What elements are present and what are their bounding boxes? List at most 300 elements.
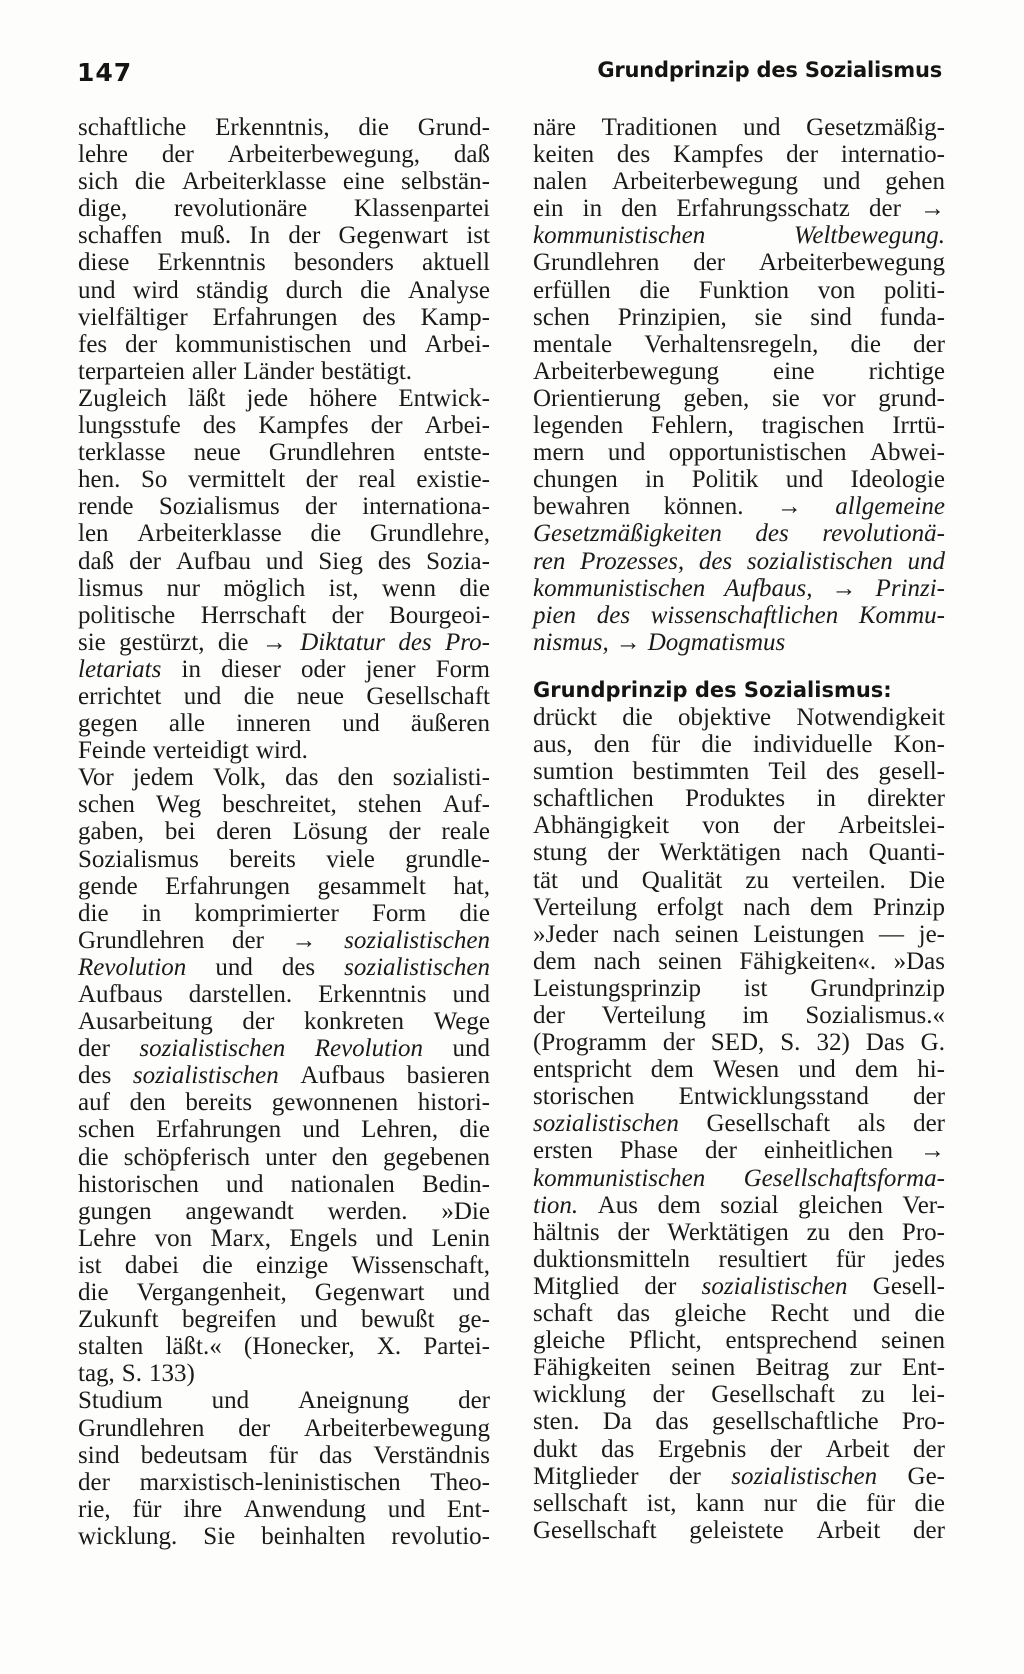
- word: gegen: [78, 710, 138, 738]
- word: gestürzt,: [119, 628, 205, 656]
- word: Sozialismus: [78, 845, 199, 873]
- word: der: [231, 926, 264, 954]
- word: verteilen.: [792, 866, 886, 894]
- text-line: [78, 331, 490, 358]
- word: als: [857, 1110, 886, 1138]
- word: nach: [593, 947, 641, 975]
- word: für: [132, 1495, 162, 1523]
- word: Werktätigen: [667, 1218, 789, 1246]
- word: für: [866, 1489, 896, 1517]
- word: terklasse: [78, 439, 166, 467]
- word: Kon-: [893, 731, 945, 759]
- word: schaftliche: [78, 114, 187, 141]
- word: sich: [78, 168, 119, 196]
- word: Mitglied: [533, 1272, 620, 1300]
- word: ist,: [646, 1489, 677, 1517]
- word: marxistisch-leninistischen: [139, 1468, 401, 1496]
- word: angewandt: [185, 1197, 294, 1225]
- text-line: [533, 948, 945, 975]
- word: real: [358, 466, 396, 494]
- text-line: [78, 575, 490, 602]
- text-line: [533, 412, 945, 439]
- word: Studium: [78, 1387, 163, 1415]
- word: Klassenpartei: [353, 195, 490, 223]
- word: duktionsmitteln: [533, 1245, 690, 1273]
- word: des: [202, 412, 237, 440]
- word: Verständnis: [373, 1441, 490, 1469]
- word: Ent-: [446, 1495, 490, 1523]
- word: möglich: [223, 574, 306, 602]
- word: Vor: [78, 764, 114, 792]
- word: einheitlichen: [763, 1137, 893, 1165]
- word: terparteien: [78, 357, 185, 385]
- text-line: [78, 114, 490, 141]
- word: Aufbaus: [78, 981, 163, 1008]
- word: der: [288, 222, 321, 250]
- text-line: [533, 141, 945, 168]
- word: inneren: [236, 710, 312, 738]
- word: Sozialismus.«: [805, 1002, 945, 1029]
- word: in: [141, 899, 162, 927]
- word: hen.: [78, 466, 121, 494]
- word: die: [850, 330, 882, 358]
- word: und: [607, 439, 646, 467]
- word: Abhängigkeit: [533, 812, 670, 840]
- word: mern: [533, 439, 585, 467]
- word: verteidigt: [153, 737, 249, 765]
- word: gegebenen: [383, 1143, 490, 1171]
- text-line: [78, 1225, 490, 1252]
- text-line: [78, 168, 490, 195]
- word: Quanti-: [868, 839, 945, 867]
- text-line: [78, 1469, 490, 1496]
- text-line: [533, 629, 945, 656]
- word: gende: [78, 872, 138, 900]
- word: der: [388, 818, 421, 846]
- word: aller: [191, 357, 237, 385]
- word: Gesellschaft: [533, 1516, 657, 1544]
- word: der: [305, 466, 338, 494]
- word: hältnis: [533, 1218, 600, 1246]
- text-line: [78, 493, 490, 520]
- word: die: [358, 114, 389, 141]
- word: reale: [441, 818, 490, 846]
- word: hat,: [453, 872, 490, 900]
- word: und: [302, 1116, 340, 1144]
- word: beschreitet,: [222, 791, 337, 819]
- word: einzige: [256, 1251, 329, 1279]
- text-line: [533, 1381, 945, 1408]
- word: revolutionä-: [822, 520, 945, 548]
- word: tät: [533, 866, 558, 894]
- word: storischen: [533, 1083, 635, 1111]
- word: Anwendung: [243, 1495, 366, 1523]
- text-line: [78, 249, 490, 276]
- word: →: [615, 628, 641, 656]
- word: für: [835, 1245, 866, 1273]
- word: Prozesses,: [580, 547, 685, 575]
- word: →: [291, 926, 317, 954]
- word: dem: [657, 1191, 701, 1219]
- word: wird: [132, 276, 179, 304]
- word: Vergangenheit,: [136, 1279, 287, 1307]
- word: alle: [168, 710, 205, 738]
- word: muß.: [180, 222, 232, 250]
- word: lehre: [78, 141, 128, 169]
- word: tag,: [78, 1360, 115, 1388]
- word: ist: [466, 222, 490, 250]
- word: Theo-: [430, 1468, 490, 1496]
- text-line: [533, 1463, 945, 1490]
- text-line: [78, 358, 490, 385]
- word: politi-: [883, 276, 945, 304]
- word: auf: [78, 1089, 110, 1117]
- word: dukt: [533, 1435, 578, 1463]
- word: grundle-: [405, 845, 490, 873]
- word: begreifen: [182, 1306, 277, 1334]
- text-line: [78, 466, 490, 493]
- text-line: [533, 1002, 945, 1029]
- word: konkreten: [304, 1008, 404, 1036]
- word: und: [907, 547, 945, 575]
- text-line: [533, 222, 945, 249]
- text-line: [533, 195, 945, 222]
- text-line: [78, 846, 490, 873]
- word: des: [78, 1062, 112, 1090]
- text-line: [533, 520, 945, 547]
- word: Fähigkeiten: [533, 1354, 652, 1382]
- word: seinen: [674, 920, 739, 948]
- word: Pro-: [445, 628, 490, 656]
- word: der: [913, 1516, 945, 1544]
- word: Gesetzmäßigkeiten: [533, 520, 722, 548]
- word: gesammelt: [317, 872, 426, 900]
- word: sind: [78, 1441, 120, 1469]
- word: zu: [745, 866, 769, 894]
- word: Pflicht,: [628, 1327, 702, 1355]
- text-line: [78, 954, 490, 981]
- word: historischen: [78, 1170, 199, 1198]
- word: Gegenwart: [314, 1279, 425, 1307]
- word: dabei: [124, 1251, 179, 1279]
- word: Form: [435, 655, 490, 683]
- word: entste-: [423, 439, 490, 467]
- word: geben,: [683, 384, 750, 412]
- word: und: [225, 1170, 264, 1198]
- text-line: [533, 1219, 945, 1246]
- left-column: [78, 114, 490, 1550]
- word: richtige: [868, 357, 945, 385]
- word: für: [651, 731, 681, 759]
- word: seinen: [671, 1354, 736, 1382]
- word: und: [452, 1279, 490, 1307]
- word: Ausarbeitung: [78, 1008, 213, 1036]
- word: den: [331, 1143, 368, 1171]
- text-line: [533, 867, 945, 894]
- text-line: [533, 114, 945, 141]
- word: vielfältiger: [78, 303, 188, 331]
- word: des: [596, 601, 631, 629]
- word: pien: [533, 601, 577, 629]
- word: Verteilung: [533, 893, 638, 921]
- word: die: [622, 703, 653, 731]
- word: len: [78, 520, 109, 548]
- word: von: [154, 1224, 193, 1252]
- word: bei: [164, 818, 196, 846]
- text-line: [533, 1273, 945, 1300]
- word: lungsstufe: [78, 412, 181, 440]
- word: Leistungsprinzip: [533, 974, 702, 1002]
- text-line: [533, 1137, 945, 1164]
- word: Gesellschaft: [711, 1381, 835, 1409]
- word: sozialistischen: [344, 953, 490, 981]
- word: des: [825, 758, 860, 786]
- text-line: [533, 731, 945, 758]
- word: der: [786, 141, 819, 169]
- word: Mitglieder: [533, 1462, 639, 1490]
- word: Arbeiterbewegung: [303, 1414, 490, 1442]
- word: Analyse: [408, 276, 490, 304]
- word: schen: [78, 1116, 135, 1144]
- word: und: [215, 953, 253, 981]
- word: viele: [326, 845, 375, 873]
- word: den: [593, 731, 630, 759]
- word: dem: [650, 1056, 694, 1084]
- word: Traditionen: [601, 114, 718, 141]
- word: Erkenntnis: [318, 981, 427, 1008]
- word: Gesellschaft: [706, 1110, 831, 1138]
- word: chungen: [533, 466, 618, 494]
- word: S.: [780, 1029, 801, 1057]
- word: eine: [342, 168, 385, 196]
- word: kann: [695, 1489, 745, 1517]
- word: gleiche: [674, 1300, 747, 1328]
- word: selbstän-: [401, 168, 490, 196]
- word: und: [211, 1387, 250, 1415]
- text-line: [533, 1327, 945, 1354]
- word: die: [816, 1489, 847, 1517]
- text-line: [78, 141, 490, 168]
- word: legenden: [533, 412, 624, 440]
- word: Sieg: [318, 547, 363, 575]
- word: die: [639, 276, 670, 304]
- word: Pro-: [901, 1218, 945, 1246]
- word: der: [913, 1083, 945, 1111]
- word: Produktes: [685, 785, 786, 813]
- word: sie: [771, 384, 800, 412]
- word: den: [848, 1218, 885, 1246]
- text-line: [533, 758, 945, 785]
- word: Gegenwart: [338, 222, 449, 250]
- word: von: [817, 276, 856, 304]
- running-head: Grundprinzip des Sozialismus: [597, 58, 942, 82]
- word: vermittelt: [187, 466, 286, 494]
- word: der: [868, 195, 901, 223]
- text-line: [533, 839, 945, 866]
- word: oder: [301, 655, 346, 683]
- word: Arbeiterklasse: [137, 520, 282, 548]
- word: Partei-: [423, 1333, 490, 1361]
- word: kommunistischen: [533, 574, 706, 602]
- word: zu: [861, 1381, 886, 1409]
- text-line: [78, 629, 490, 656]
- text-line: [533, 358, 945, 385]
- text-line: [78, 873, 490, 900]
- word: der: [78, 1035, 110, 1063]
- word: Kampfes: [673, 141, 764, 169]
- word: durch: [285, 276, 343, 304]
- word: Da: [602, 1408, 633, 1436]
- word: nach: [612, 920, 661, 948]
- word: stehen: [357, 791, 422, 819]
- word: objektive: [678, 703, 772, 731]
- word: jede: [246, 384, 289, 412]
- word: individuelle: [753, 731, 873, 759]
- word: der: [533, 1002, 565, 1029]
- word: eine: [773, 357, 815, 385]
- word: sozialistischen: [731, 1462, 878, 1490]
- word: zu: [806, 1218, 831, 1246]
- word: Arbeiterbewegung,: [227, 141, 420, 169]
- text-line: [78, 520, 490, 547]
- word: in: [181, 655, 201, 683]
- word: und: [387, 1495, 426, 1523]
- word: mentale: [533, 330, 613, 358]
- text-line: [78, 1415, 490, 1442]
- word: gleichen: [798, 1191, 883, 1219]
- word: und: [369, 330, 407, 358]
- word: rie,: [78, 1495, 111, 1523]
- word: läßt: [187, 384, 226, 412]
- word: in: [645, 466, 665, 494]
- word: dem: [810, 893, 854, 921]
- word: der: [370, 412, 403, 440]
- text-line: [78, 1442, 490, 1469]
- text-line: [78, 1496, 490, 1523]
- text-line: [78, 548, 490, 575]
- word: Phase: [619, 1137, 678, 1165]
- entry-body: [533, 704, 945, 1544]
- word: G.: [920, 1029, 945, 1057]
- text-line: [78, 1279, 490, 1306]
- word: bedeutsam: [140, 1441, 248, 1469]
- word: resultiert: [718, 1245, 808, 1273]
- word: Ent-: [901, 1354, 945, 1382]
- word: Arbei-: [424, 330, 490, 358]
- text-line: [78, 737, 490, 764]
- word: Wissenschaft,: [351, 1251, 490, 1279]
- word: der: [125, 330, 158, 358]
- word: des: [362, 303, 396, 331]
- word: des: [398, 628, 432, 656]
- word: Abwei-: [870, 439, 945, 467]
- word: schaffen: [78, 222, 163, 250]
- text-line: [533, 921, 945, 948]
- word: erfolgt: [656, 893, 724, 921]
- word: Weg: [155, 791, 202, 819]
- word: der: [913, 1110, 945, 1138]
- word: bereits: [185, 1089, 253, 1117]
- text-line: [533, 1029, 945, 1056]
- word: Gesetzmäßig-: [806, 114, 945, 141]
- word: Aus: [597, 1191, 639, 1219]
- word: Volk,: [212, 764, 267, 792]
- word: rende: [78, 493, 134, 521]
- word: höhere: [309, 384, 378, 412]
- word: den: [129, 1089, 166, 1117]
- word: Arbeit: [825, 1435, 890, 1463]
- word: revolutio-: [391, 1522, 490, 1550]
- word: ist,: [328, 574, 359, 602]
- word: wicklung: [533, 1381, 627, 1409]
- word: der: [305, 493, 337, 521]
- word: —: [878, 920, 904, 948]
- word: die: [701, 731, 732, 759]
- word: politische: [78, 601, 176, 629]
- word: der: [78, 1468, 110, 1496]
- text-line: [78, 602, 490, 629]
- word: X.: [376, 1333, 402, 1361]
- word: dem: [854, 1056, 899, 1084]
- word: Fähigkeiten«.: [739, 947, 877, 975]
- text-line: [533, 1165, 945, 1192]
- word: Pro-: [901, 1408, 945, 1436]
- word: ren: [533, 547, 566, 575]
- word: daß: [453, 141, 490, 169]
- text-line: [78, 1116, 490, 1143]
- word: die: [459, 899, 490, 927]
- word: unter: [265, 1143, 317, 1171]
- text-line: [78, 1171, 490, 1198]
- word: das: [616, 1300, 651, 1328]
- word: des: [698, 547, 733, 575]
- word: für: [268, 1441, 298, 1469]
- text-line: [78, 981, 490, 1008]
- word: sozial: [720, 1191, 779, 1219]
- word: Prinzi-: [875, 574, 945, 602]
- word: gesell-: [878, 758, 945, 786]
- word: jedem: [132, 764, 194, 792]
- word: Grund-: [417, 114, 490, 141]
- word: beinhalten: [261, 1522, 366, 1550]
- word: sozialistischen: [701, 1272, 848, 1300]
- word: Diktatur: [300, 628, 385, 656]
- word: die: [217, 628, 249, 656]
- word: errichtet: [78, 682, 162, 710]
- word: der: [331, 601, 364, 629]
- word: ein: [533, 195, 564, 223]
- word: gaben,: [78, 818, 144, 846]
- word: Entwick-: [398, 384, 490, 412]
- word: Sie: [203, 1522, 236, 1550]
- word: ist: [743, 974, 768, 1002]
- word: seinen: [658, 947, 722, 975]
- word: sozialistischen: [132, 1062, 279, 1090]
- text-line: [533, 493, 945, 520]
- text-line: [533, 439, 945, 466]
- word: und: [183, 682, 222, 710]
- word: Feinde: [78, 737, 147, 765]
- text-line: [78, 1252, 490, 1279]
- word: Auf-: [442, 791, 490, 819]
- text-line: [533, 785, 945, 812]
- word: der: [652, 1381, 685, 1409]
- word: können.: [663, 493, 744, 521]
- word: Das: [865, 1029, 905, 1057]
- word: Prinzipien,: [617, 303, 727, 331]
- word: »Jeder: [533, 920, 599, 948]
- word: nalen: [533, 168, 588, 196]
